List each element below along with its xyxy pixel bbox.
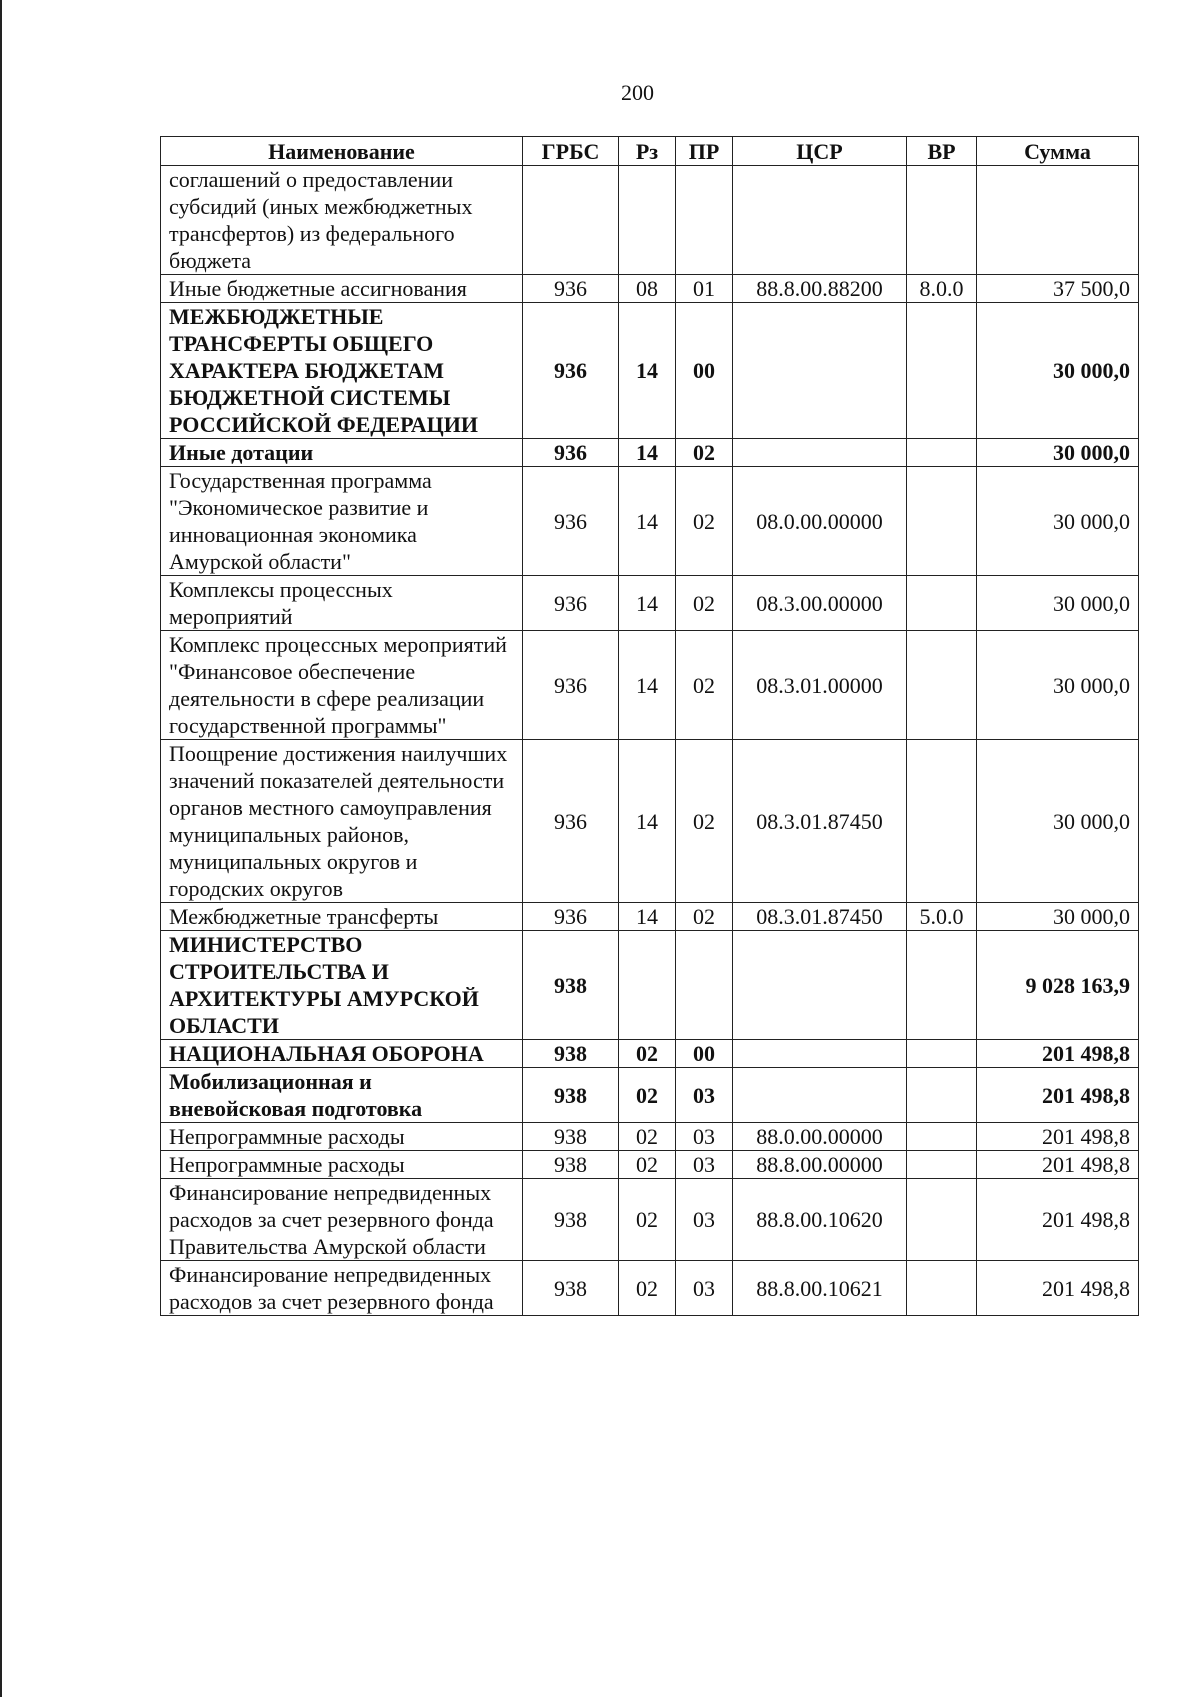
row-grbs-cell: 936 xyxy=(523,439,619,467)
row-sum-cell: 201 498,8 xyxy=(977,1040,1139,1068)
row-vr-cell xyxy=(907,1068,977,1123)
header-sum: Сумма xyxy=(977,137,1139,166)
row-vr-cell xyxy=(907,740,977,903)
row-pr-cell: 02 xyxy=(676,740,733,903)
row-name-cell: Финансирование непредвиденных расходов за счет резервного фонда Правительства Амурской области xyxy=(161,1179,523,1261)
row-vr-cell xyxy=(907,467,977,576)
row-pr-cell: 02 xyxy=(676,467,733,576)
row-pr-cell: 02 xyxy=(676,439,733,467)
row-name-cell: Комплексы процессных мероприятий xyxy=(161,576,523,631)
row-name-cell: Мобилизационная и вневойсковая подготовка xyxy=(161,1068,523,1123)
table-row xyxy=(161,1261,1139,1316)
row-pr-cell: 02 xyxy=(676,631,733,740)
page-edge-line xyxy=(0,0,2,1697)
row-rz-cell: 14 xyxy=(619,576,676,631)
header-rz: Рз xyxy=(619,137,676,166)
row-csr-cell xyxy=(733,931,907,1040)
row-pr-cell: 00 xyxy=(676,1040,733,1068)
table-row xyxy=(161,576,1139,631)
row-grbs-cell: 938 xyxy=(523,1151,619,1179)
row-pr-cell: 03 xyxy=(676,1151,733,1179)
row-csr-cell: 08.3.01.00000 xyxy=(733,631,907,740)
row-vr-cell xyxy=(907,1151,977,1179)
table-row xyxy=(161,439,1139,467)
row-rz-cell: 14 xyxy=(619,631,676,740)
table-row xyxy=(161,931,1139,1040)
row-grbs-cell xyxy=(523,166,619,275)
row-sum-cell: 30 000,0 xyxy=(977,631,1139,740)
row-csr-cell: 08.0.00.00000 xyxy=(733,467,907,576)
row-rz-cell: 02 xyxy=(619,1151,676,1179)
row-name-cell: соглашений о предоставлении субсидий (иных межбюджетных трансфертов) из федерального бюджета xyxy=(161,166,523,275)
row-rz-cell: 02 xyxy=(619,1123,676,1151)
table-row xyxy=(161,1123,1139,1151)
row-grbs-cell: 938 xyxy=(523,1068,619,1123)
row-grbs-cell: 936 xyxy=(523,576,619,631)
row-sum-cell: 30 000,0 xyxy=(977,467,1139,576)
row-name-cell: Иные бюджетные ассигнования xyxy=(161,275,523,303)
row-grbs-cell: 936 xyxy=(523,303,619,439)
row-grbs-cell: 936 xyxy=(523,740,619,903)
table-row xyxy=(161,467,1139,576)
row-rz-cell: 14 xyxy=(619,740,676,903)
row-vr-cell xyxy=(907,1179,977,1261)
row-sum-cell: 30 000,0 xyxy=(977,740,1139,903)
row-sum-cell: 201 498,8 xyxy=(977,1123,1139,1151)
row-name-cell: Иные дотации xyxy=(161,439,523,467)
row-vr-cell xyxy=(907,439,977,467)
row-rz-cell: 14 xyxy=(619,467,676,576)
row-sum-cell: 30 000,0 xyxy=(977,903,1139,931)
row-name-cell: Государственная программа "Экономическое развитие и инновационная экономика Амурской области" xyxy=(161,467,523,576)
row-name-cell: НАЦИОНАЛЬНАЯ ОБОРОНА xyxy=(161,1040,523,1068)
header-name: Наименование xyxy=(161,137,523,166)
row-sum-cell: 201 498,8 xyxy=(977,1179,1139,1261)
row-csr-cell: 08.3.00.00000 xyxy=(733,576,907,631)
row-grbs-cell: 938 xyxy=(523,1261,619,1316)
row-csr-cell: 08.3.01.87450 xyxy=(733,903,907,931)
table-row xyxy=(161,1040,1139,1068)
row-csr-cell: 88.8.00.00000 xyxy=(733,1151,907,1179)
row-grbs-cell: 938 xyxy=(523,1179,619,1261)
table-row xyxy=(161,740,1139,903)
row-grbs-cell: 936 xyxy=(523,631,619,740)
header-grbs: ГРБС xyxy=(523,137,619,166)
row-csr-cell xyxy=(733,1068,907,1123)
row-name-cell: Межбюджетные трансферты xyxy=(161,903,523,931)
row-csr-cell xyxy=(733,303,907,439)
row-name-cell: Поощрение достижения наилучших значений показателей деятельности органов местного самоуправления муниципальных районов, муниципальных округов и городских округов xyxy=(161,740,523,903)
row-grbs-cell: 938 xyxy=(523,1040,619,1068)
row-sum-cell: 9 028 163,9 xyxy=(977,931,1139,1040)
row-sum-cell: 37 500,0 xyxy=(977,275,1139,303)
row-csr-cell: 88.8.00.10620 xyxy=(733,1179,907,1261)
row-vr-cell xyxy=(907,166,977,275)
row-name-cell: Комплекс процессных мероприятий "Финансовое обеспечение деятельности в сфере реализации государственной программы" xyxy=(161,631,523,740)
row-name-cell: Непрограммные расходы xyxy=(161,1151,523,1179)
row-rz-cell: 02 xyxy=(619,1261,676,1316)
row-pr-cell: 03 xyxy=(676,1068,733,1123)
row-rz-cell: 02 xyxy=(619,1179,676,1261)
table-body xyxy=(161,166,1139,1316)
budget-table xyxy=(160,136,1139,1316)
row-grbs-cell: 936 xyxy=(523,903,619,931)
row-vr-cell xyxy=(907,1040,977,1068)
row-grbs-cell: 936 xyxy=(523,467,619,576)
table-header-row xyxy=(161,137,1139,166)
header-csr: ЦСР xyxy=(733,137,907,166)
row-csr-cell: 08.3.01.87450 xyxy=(733,740,907,903)
row-rz-cell: 02 xyxy=(619,1040,676,1068)
row-pr-cell: 00 xyxy=(676,303,733,439)
row-grbs-cell: 936 xyxy=(523,275,619,303)
row-name-cell: МИНИСТЕРСТВО СТРОИТЕЛЬСТВА И АРХИТЕКТУРЫ АМУРСКОЙ ОБЛАСТИ xyxy=(161,931,523,1040)
row-csr-cell xyxy=(733,1040,907,1068)
row-csr-cell xyxy=(733,439,907,467)
header-vr: ВР xyxy=(907,137,977,166)
row-csr-cell: 88.8.00.88200 xyxy=(733,275,907,303)
row-pr-cell: 01 xyxy=(676,275,733,303)
row-csr-cell: 88.8.00.10621 xyxy=(733,1261,907,1316)
page-number: 200 xyxy=(621,80,654,105)
row-csr-cell: 88.0.00.00000 xyxy=(733,1123,907,1151)
row-rz-cell: 14 xyxy=(619,303,676,439)
row-name-cell: МЕЖБЮДЖЕТНЫЕ ТРАНСФЕРТЫ ОБЩЕГО ХАРАКТЕРА БЮДЖЕТАМ БЮДЖЕТНОЙ СИСТЕМЫ РОССИЙСКОЙ ФЕДЕРАЦИИ xyxy=(161,303,523,439)
table-row xyxy=(161,903,1139,931)
row-vr-cell: 5.0.0 xyxy=(907,903,977,931)
row-name-cell: Непрограммные расходы xyxy=(161,1123,523,1151)
row-sum-cell xyxy=(977,166,1139,275)
row-sum-cell: 30 000,0 xyxy=(977,576,1139,631)
row-sum-cell: 201 498,8 xyxy=(977,1068,1139,1123)
row-rz-cell xyxy=(619,931,676,1040)
row-pr-cell: 02 xyxy=(676,576,733,631)
row-sum-cell: 201 498,8 xyxy=(977,1151,1139,1179)
row-pr-cell: 03 xyxy=(676,1261,733,1316)
row-vr-cell xyxy=(907,1261,977,1316)
row-vr-cell xyxy=(907,931,977,1040)
row-vr-cell xyxy=(907,631,977,740)
row-sum-cell: 30 000,0 xyxy=(977,303,1139,439)
row-rz-cell xyxy=(619,166,676,275)
row-name-cell: Финансирование непредвиденных расходов за счет резервного фонда xyxy=(161,1261,523,1316)
row-sum-cell: 30 000,0 xyxy=(977,439,1139,467)
row-pr-cell: 03 xyxy=(676,1123,733,1151)
table-row xyxy=(161,1068,1139,1123)
row-rz-cell: 14 xyxy=(619,903,676,931)
row-rz-cell: 14 xyxy=(619,439,676,467)
row-vr-cell xyxy=(907,1123,977,1151)
table-row xyxy=(161,1179,1139,1261)
row-csr-cell xyxy=(733,166,907,275)
row-rz-cell: 08 xyxy=(619,275,676,303)
row-sum-cell: 201 498,8 xyxy=(977,1261,1139,1316)
table-row xyxy=(161,303,1139,439)
row-pr-cell: 03 xyxy=(676,1179,733,1261)
row-pr-cell xyxy=(676,166,733,275)
table-row xyxy=(161,1151,1139,1179)
row-grbs-cell: 938 xyxy=(523,1123,619,1151)
row-grbs-cell: 938 xyxy=(523,931,619,1040)
row-rz-cell: 02 xyxy=(619,1068,676,1123)
row-pr-cell: 02 xyxy=(676,903,733,931)
header-pr: ПР xyxy=(676,137,733,166)
row-vr-cell: 8.0.0 xyxy=(907,275,977,303)
row-vr-cell xyxy=(907,576,977,631)
table-row xyxy=(161,275,1139,303)
table-row xyxy=(161,631,1139,740)
table-row xyxy=(161,166,1139,275)
row-vr-cell xyxy=(907,303,977,439)
row-pr-cell xyxy=(676,931,733,1040)
